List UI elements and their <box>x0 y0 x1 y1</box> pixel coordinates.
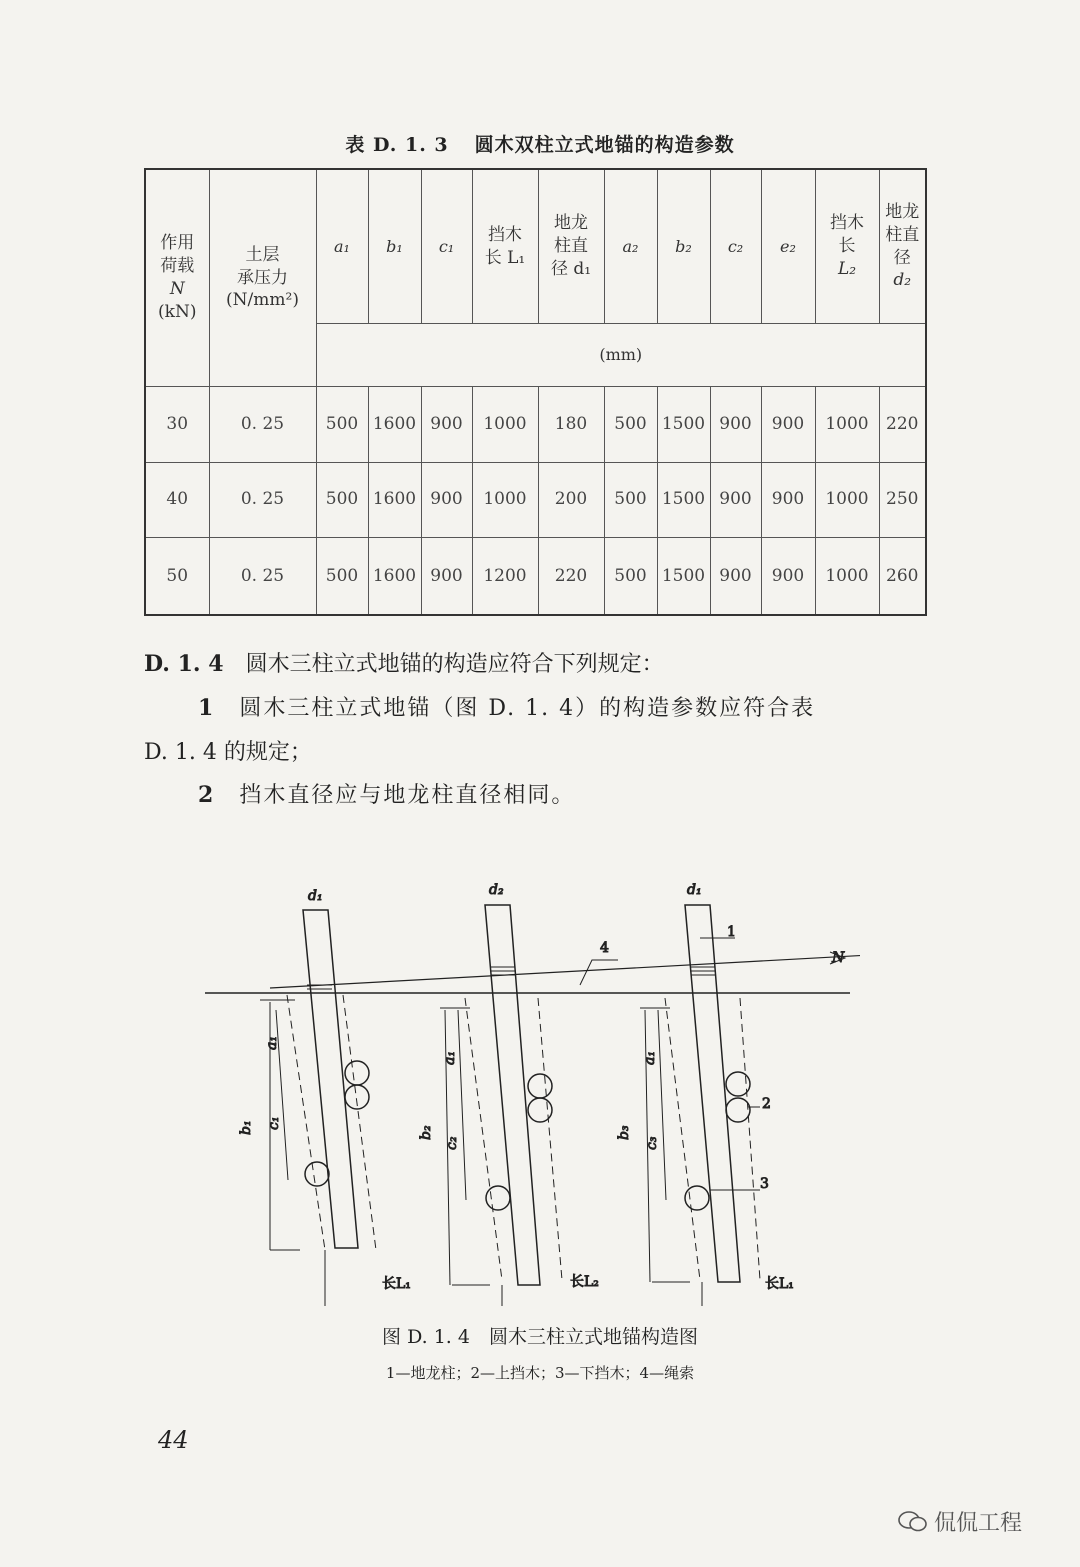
clause-number: D. 1. 4 <box>144 651 224 677</box>
table-cell: 900 <box>761 387 815 463</box>
table-cell: 0. 25 <box>209 387 316 463</box>
table-cell: 1500 <box>657 538 710 615</box>
item-1 <box>198 691 815 722</box>
upper-log-2a <box>528 1074 552 1098</box>
label-len3: 长L₁ <box>765 1276 794 1292</box>
header-l1: 挡木 长 L₁ <box>472 169 538 324</box>
header-a2: a₂ <box>604 169 657 324</box>
table-cell: 1000 <box>815 538 879 615</box>
table-cell: 900 <box>710 387 761 463</box>
callout-4-leader <box>580 960 618 985</box>
page-number: 44 <box>158 1426 189 1454</box>
wechat-icon <box>898 1511 928 1533</box>
watermark <box>898 1506 1022 1537</box>
lower-log-3 <box>685 1186 709 1210</box>
table-cell: 900 <box>710 538 761 615</box>
table-cell: 30 <box>145 387 209 463</box>
table-cell: 0. 25 <box>209 462 316 538</box>
header-a1: a₁ <box>316 169 368 324</box>
table-cell: 1000 <box>815 462 879 538</box>
header-d2: 地龙 柱直 径 d₂ <box>879 169 926 324</box>
table-cell: 50 <box>145 538 209 615</box>
table-cell: 180 <box>538 387 604 463</box>
anchor-parameter-table <box>144 168 927 616</box>
label-a3: a₁ <box>642 1051 658 1065</box>
callout-2: 2 <box>762 1096 771 1112</box>
table-cell: 900 <box>421 538 472 615</box>
table-cell: 40 <box>145 462 209 538</box>
header-c1: c₁ <box>421 169 472 324</box>
label-cc1: c₁ <box>266 1116 282 1130</box>
table-cell: 900 <box>710 462 761 538</box>
table-cell: 500 <box>316 538 368 615</box>
item-text: 挡木直径应与地龙柱直径相同。 <box>239 783 576 808</box>
header-e2: e₂ <box>761 169 815 324</box>
table-row <box>145 387 926 463</box>
table-cell: 900 <box>421 387 472 463</box>
table-cell: 1200 <box>472 538 538 615</box>
table-cell: 500 <box>316 387 368 463</box>
label-b2: b₂ <box>418 1125 434 1140</box>
watermark-text: 侃侃工程 <box>934 1511 1023 1536</box>
header-b1: b₁ <box>368 169 421 324</box>
table-cell: 200 <box>538 462 604 538</box>
table-cell: 220 <box>538 538 604 615</box>
table-caption-title: 圆木双柱立式地锚的构造参数 <box>474 134 735 156</box>
header-soil-pressure: 土层 承压力 (N/mm²) <box>209 169 316 387</box>
table-cell: 500 <box>604 538 657 615</box>
table-cell: 500 <box>604 462 657 538</box>
anchor-construction-figure <box>200 870 860 1310</box>
label-a2: a₁ <box>442 1051 458 1065</box>
table-cell: 1600 <box>368 387 421 463</box>
callout-4: 4 <box>600 940 609 956</box>
table-cell: 1600 <box>368 462 421 538</box>
label-N: N <box>832 950 845 966</box>
label-a1: a₁ <box>264 1036 280 1050</box>
header-d1: 地龙 柱直 径 d₁ <box>538 169 604 324</box>
upper-log-3b <box>726 1098 750 1122</box>
anchor-post-group-1 <box>260 910 376 1306</box>
unit-cell: (mm) <box>316 324 926 387</box>
label-d1: d₁ <box>308 888 323 904</box>
table-cell: 500 <box>316 462 368 538</box>
table-cell: 1500 <box>657 462 710 538</box>
item-text: 圆木三柱立式地锚（图 D. 1. 4）的构造参数应符合表 <box>239 696 816 721</box>
anchor-post-group-2 <box>440 905 562 1306</box>
figure-caption: 图 D. 1. 4 圆木三柱立式地锚构造图 <box>382 1326 698 1348</box>
label-len2: 长L₂ <box>570 1274 599 1290</box>
table-row <box>145 538 926 615</box>
upper-log-1a <box>345 1061 369 1085</box>
table-cell: 1600 <box>368 538 421 615</box>
table-cell: 260 <box>879 538 926 615</box>
table-cell: 900 <box>761 462 815 538</box>
anchor-post-group-3 <box>640 905 760 1306</box>
lower-log-1 <box>305 1162 329 1186</box>
label-b1: b₁ <box>238 1120 254 1135</box>
table-cell: 900 <box>421 462 472 538</box>
clause-text: 圆木三柱立式地锚的构造应符合下列规定： <box>245 652 664 677</box>
header-b2: b₂ <box>657 169 710 324</box>
table-cell: 250 <box>879 462 926 538</box>
post-1 <box>303 910 358 1248</box>
header-l2: 挡木 长 L₂ <box>815 169 879 324</box>
table-cell: 1500 <box>657 387 710 463</box>
rope <box>270 955 860 988</box>
label-len1: 长L₁ <box>382 1276 411 1292</box>
table-cell: 0. 25 <box>209 538 316 615</box>
table-cell: 1000 <box>472 387 538 463</box>
label-b3: b₃ <box>616 1125 632 1140</box>
callout-1: 1 <box>727 924 736 940</box>
figure-legend: 1—地龙柱；2—上挡木；3—下挡木；4—绳索 <box>385 1364 695 1382</box>
table-cell: 1000 <box>815 387 879 463</box>
table-cell: 500 <box>604 387 657 463</box>
item-2 <box>198 778 575 809</box>
table-cell: 900 <box>761 538 815 615</box>
table-caption <box>0 130 1080 157</box>
header-load: 作用 荷载 N (kN) <box>145 169 209 387</box>
label-cc2: c₂ <box>444 1136 460 1150</box>
table-row <box>145 462 926 538</box>
item-1-continuation: D. 1. 4 的规定； <box>144 740 312 765</box>
table-cell: 220 <box>879 387 926 463</box>
item-number: 2 <box>198 782 216 808</box>
lower-log-2 <box>486 1186 510 1210</box>
upper-log-3a <box>726 1072 750 1096</box>
callout-3: 3 <box>760 1176 769 1192</box>
label-d2: d₂ <box>489 882 504 898</box>
label-cc3: c₃ <box>644 1136 660 1150</box>
table-cell: 1000 <box>472 462 538 538</box>
item-number: 1 <box>198 695 216 721</box>
upper-log-2b <box>528 1098 552 1122</box>
label-d3: d₁ <box>687 882 702 898</box>
table-caption-id: 表 D. 1. 3 <box>345 134 449 156</box>
header-c2: c₂ <box>710 169 761 324</box>
clause-d14 <box>144 647 664 678</box>
